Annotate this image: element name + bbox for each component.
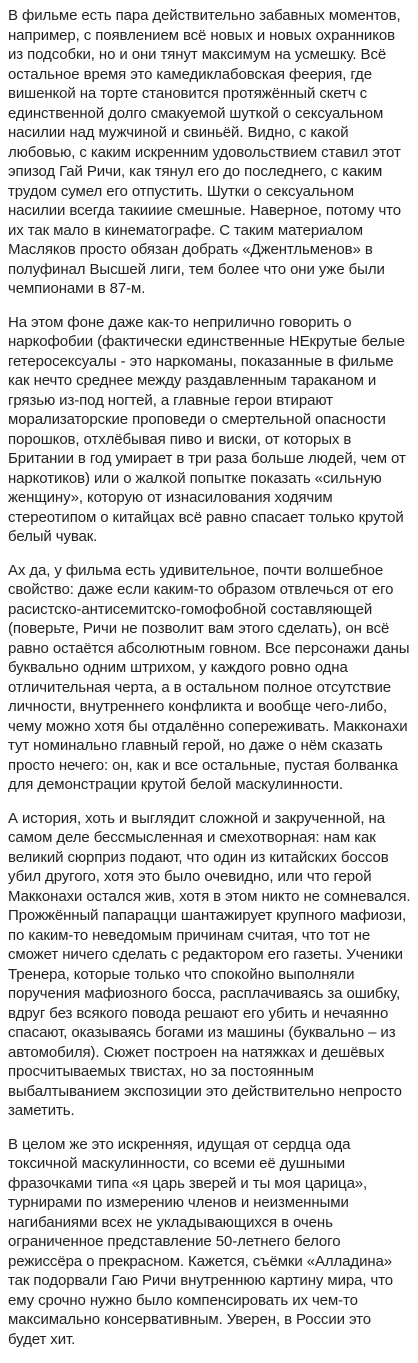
post-paragraph-3: Ах да, у фильма есть удивительное, почти волшебное свойство: даже если каким-то образом отвлечься от его расистско-антисемитско-гомофобной составляющей (поверьте, Ричи не позволит вам этого сделать), он всё равно остаётся абсолютным говном. Все персонажи даны буквально одним штрихом, у каждого ровно одна отличительная черта, а в остальном полное отсутствие личности, внутреннего конфликта и вообще чего-либо, чему можно хотя бы отдалённо сопереживать. Макконахи тут номинально главный герой, но даже о нём сказать просто нечего: он, как и все остальные, пустая болванка для демонстрации крутой белой маскулинности. [8, 561, 410, 793]
post-paragraph-5: В целом же это искренняя, идущая от сердца ода токсичной маскулинности, со всеми её душными фразочками типа «я царь зверей и ты моя царица», турнирами по измерению членов и неизменными нагибаниями всех не укладывающихся в очень ограниченное представление 50-летнего белого режиссёра о прекрасном. Кажется, съёмки «Алладина» так подорвали Гаю Ричи внутреннюю картину мира, что ему срочно нужно было компенсировать их чем-то максимально консервативным. Уверен, в России это будет хит. [8, 1135, 394, 1348]
post-paragraph-1: В фильме есть пара действительно забавных моментов, например, с появлением всё новых и новых охранников из подсобки, но и они тянут максимум на усмешку. Всё остальное время это камедиклабовская феерия, где вишенкой на торте становится протяжённый скетч с единственной долго смакуемой шуткой о сексуальном насилии над мужчиной и свиньёй. Видно, с какой любовью, с каким искренним удовольствием ставил этот эпизод Гай Ричи, как тянул его до последнего, с каким трудом сумел его отпустить. Шутки о сексуальном насилии всегда такииие смешные. Наверное, потому что их так мало в кинематографе. С таким материалом Масляков просто обязан добрать «Джентльменов» в полуфинал Высшей лиги, тем более что они уже были чемпионами в 87-м. [8, 7, 402, 297]
post-body [8, 6, 412, 1363]
post-paragraph-2: На этом фоне даже как-то неприлично говорить о наркофобии (фактически единственные НЕкрутые белые гетеросексуалы - это наркоманы, показанные в фильме как нечто среднее между раздавленным тараканом и грязью из-под ногтей, а главные герои втирают морализаторские проповеди о смертельной опасности порошков, отхлёбывая пиво и виски, от которых в Британии в год умирает в три раза больше людей, чем от наркотиков) или о жалкой попытке показать «сильную женщину», которую от изнасилования ходячим стереотипом о китайцах всё равно спасает только крутой белый чувак. [8, 313, 406, 545]
post-paragraph-4: А история, хоть и выглядит сложной и закрученной, на самом деле бессмысленная и смехотворная: нам как великий сюрприз подают, что один из китайских боссов убил другого, хотя это было очевидно, или что герой Макконахи остался жив, хотя в этом никто не сомневался. Прожжённый папарацци шантажирует крупного мафиози, по каким-то неведомым причинам считая, что тот не сможет ничего сделать с редактором его газеты. Ученики Тренера, которые только что спокойно выполняли поручения мафиозного босса, расплачиваясь за ошибку, вдруг без всякого повода решают его убить и нечаянно спасают, оказываясь богами из машины (буквально – из автомобиля). Сюжет построен на натяжках и дешёвых просчитываемых твистах, но за постоянным выбалтыванием экспозиции это действительно непросто заметить. [8, 809, 411, 1119]
